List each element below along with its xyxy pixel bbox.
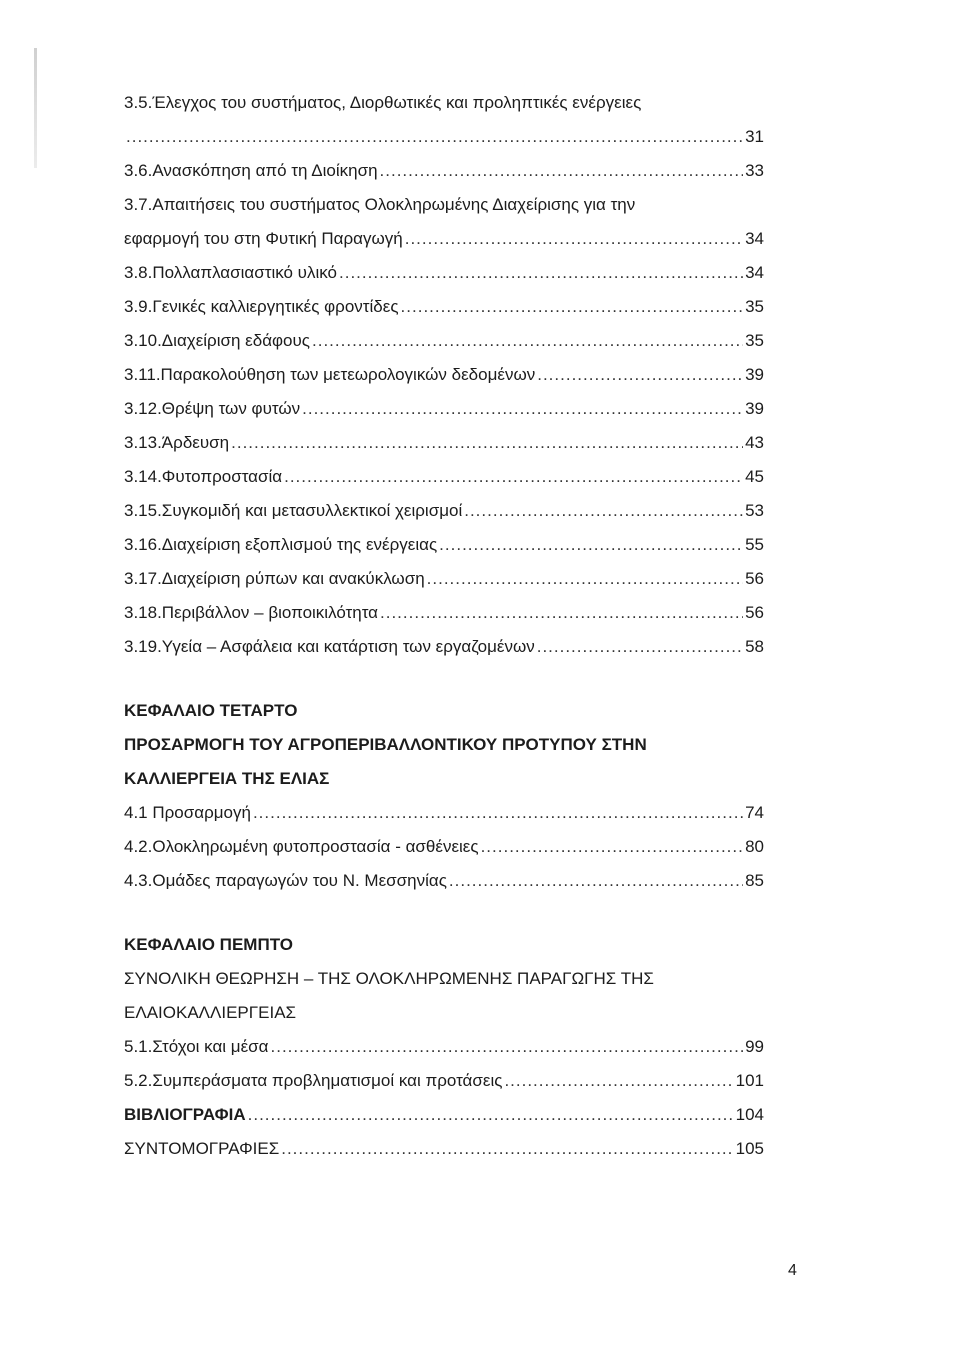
toc-entry-text: 3.9.Γενικές καλλιεργητικές φροντίδες [124, 297, 399, 316]
toc-entry-text: 3.10.Διαχείριση εδάφους [124, 331, 311, 350]
toc-entry-3-5[interactable] [124, 120, 764, 154]
toc-entry-abbreviations[interactable] [124, 1132, 764, 1166]
toc-entry-5-1[interactable] [124, 1030, 764, 1064]
dot-leader [537, 630, 743, 664]
toc-page-number: 35 [745, 331, 764, 350]
toc-entry-text: 5.2.Συμπεράσματα προβληματισμοί και προτάσεις [124, 1071, 503, 1090]
dot-leader [449, 864, 743, 898]
toc-entry-4-3[interactable] [124, 864, 764, 898]
toc-entry-3-19[interactable] [124, 630, 764, 664]
toc-entry-text: 3.13.Άρδευση [124, 433, 230, 452]
toc-entry-text: ΒΙΒΛΙΟΓΡΑΦΙΑ [124, 1105, 246, 1124]
dot-leader [302, 392, 743, 426]
toc-entry-3-5-title: 3.5.Έλεγχος του συστήματος, Διορθωτικές και προληπτικές ενέργειες [124, 93, 642, 112]
toc-entry-3-14[interactable] [124, 460, 764, 494]
toc-entry-text: 3.11.Παρακολούθηση των μετεωρολογικών δεδομένων [124, 365, 536, 384]
toc-entry-text: 3.17.Διαχείριση ρύπων και ανακύκλωση [124, 569, 425, 588]
toc-entry-text: 3.14.Φυτοπροστασία [124, 467, 283, 486]
toc-page-number: 104 [735, 1105, 764, 1124]
toc-page-number: 43 [745, 433, 764, 452]
scan-edge-mark [34, 48, 37, 168]
toc-entry-text: 3.6.Ανασκόπηση από τη Διοίκηση [124, 161, 378, 180]
toc-entry-3-11[interactable] [124, 358, 764, 392]
dot-leader [312, 324, 743, 358]
toc-page-number: 85 [745, 871, 764, 890]
toc-entry-5-2[interactable] [124, 1064, 764, 1098]
toc-page-number: 33 [745, 161, 764, 180]
dot-leader [464, 494, 743, 528]
toc-entry-3-12[interactable] [124, 392, 764, 426]
dot-leader [401, 290, 744, 324]
toc-page-number: 45 [745, 467, 764, 486]
toc-entry-text: 5.1.Στόχοι και μέσα [124, 1037, 269, 1056]
toc-entry-text: 4.3.Ομάδες παραγωγών του Ν. Μεσσηνίας [124, 871, 447, 890]
toc-entry-3-7[interactable] [124, 222, 764, 256]
dot-leader [126, 120, 743, 154]
chapter-4-title-line2: ΚΑΛΛΙΕΡΓΕΙΑ ΤΗΣ ΕΛΙΑΣ [124, 769, 330, 788]
toc-page-number: 34 [745, 229, 764, 248]
chapter-5-title-line1: ΣΥΝΟΛΙΚΗ ΘΕΩΡΗΣΗ – ΤΗΣ ΟΛΟΚΛΗΡΩΜΕΝΗΣ ΠΑΡΑΓΩΓΗΣ ΤΗΣ [124, 969, 654, 988]
page-number: 4 [788, 1262, 797, 1279]
toc-entry-4-1[interactable] [124, 796, 764, 830]
toc-entry-3-10[interactable] [124, 324, 764, 358]
toc-entry-text: 3.16.Διαχείριση εξοπλισμού της ενέργειας [124, 535, 438, 554]
dot-leader [380, 596, 743, 630]
dot-leader [271, 1030, 744, 1064]
toc-page-number: 56 [745, 569, 764, 588]
dot-leader [248, 1098, 734, 1132]
toc-entry-3-18[interactable] [124, 596, 764, 630]
dot-leader [439, 528, 743, 562]
chapter-5-title-line2: ΕΛΑΙΟΚΑΛΛΙΕΡΓΕΙΑΣ [124, 1003, 297, 1022]
toc-entry-text: 3.18.Περιβάλλον – βιοποικιλότητα [124, 603, 379, 622]
toc-entry-bibliography[interactable] [124, 1098, 764, 1132]
toc-entry-3-8[interactable] [124, 256, 764, 290]
toc-entry-3-6[interactable] [124, 154, 764, 188]
toc-page-number: 101 [735, 1071, 764, 1090]
toc-entry-3-15[interactable] [124, 494, 764, 528]
toc-entry-text: 4.2.Ολοκληρωμένη φυτοπροστασία - ασθένειες [124, 837, 479, 856]
dot-leader [380, 154, 744, 188]
toc-entry-3-17[interactable] [124, 562, 764, 596]
dot-leader [481, 830, 744, 864]
toc-entry-text: 3.8.Πολλαπλασιαστικό υλικό [124, 263, 338, 282]
toc-page-number: 39 [745, 365, 764, 384]
dot-leader [427, 562, 743, 596]
toc-page-number: 55 [745, 535, 764, 554]
toc-page-number: 35 [745, 297, 764, 316]
section-gap [124, 898, 764, 928]
toc-page-number: 58 [745, 637, 764, 656]
toc-entry-4-2[interactable] [124, 830, 764, 864]
dot-leader [281, 1132, 733, 1166]
toc-page-number: 80 [745, 837, 764, 856]
toc-page-number: 34 [745, 263, 764, 282]
toc-entry-3-9[interactable] [124, 290, 764, 324]
dot-leader [284, 460, 743, 494]
toc-entry-text: 3.12.Θρέψη των φυτών [124, 399, 301, 418]
dot-leader [537, 358, 743, 392]
chapter-5-label: ΚΕΦΑΛΑΙΟ ΠΕΜΠΤΟ [124, 935, 294, 954]
chapter-4-title-line1: ΠΡΟΣΑΡΜΟΓΗ ΤΟΥ ΑΓΡΟΠΕΡΙΒΑΛΛΟΝΤΙΚΟΥ ΠΡΟΤΥΠΟΥ ΣΤΗΝ [124, 735, 647, 754]
dot-leader [253, 796, 743, 830]
toc-entry-3-7-title: 3.7.Απαιτήσεις του συστήματος Ολοκληρωμένης Διαχείρισης για την [124, 195, 636, 214]
toc-entry-3-13[interactable] [124, 426, 764, 460]
toc-page-number: 74 [745, 803, 764, 822]
toc-page-number: 31 [745, 127, 764, 146]
dot-leader [504, 1064, 733, 1098]
toc-entry-text: 4.1 Προσαρμογή [124, 803, 251, 822]
toc-page-number: 56 [745, 603, 764, 622]
toc-entry-text: 3.19.Υγεία – Ασφάλεια και κατάρτιση των εργαζομένων [124, 637, 535, 656]
dot-leader [231, 426, 743, 460]
toc-entry-text: ΣΥΝΤΟΜΟΓΡΑΦΙΕΣ [124, 1139, 280, 1158]
table-of-contents [124, 86, 764, 1166]
dot-leader [339, 256, 743, 290]
toc-entry-text: εφαρμογή του στη Φυτική Παραγωγή [124, 229, 403, 248]
toc-entry-text: 3.15.Συγκομιδή και μετασυλλεκτικοί χειρισμοί [124, 501, 463, 520]
toc-page-number: 39 [745, 399, 764, 418]
chapter-4-label: ΚΕΦΑΛΑΙΟ ΤΕΤΑΡΤΟ [124, 701, 298, 720]
dot-leader [405, 222, 743, 256]
toc-page-number: 105 [735, 1139, 764, 1158]
toc-page-number: 99 [745, 1037, 764, 1056]
section-gap [124, 664, 764, 694]
toc-page-number: 53 [745, 501, 764, 520]
toc-entry-3-16[interactable] [124, 528, 764, 562]
